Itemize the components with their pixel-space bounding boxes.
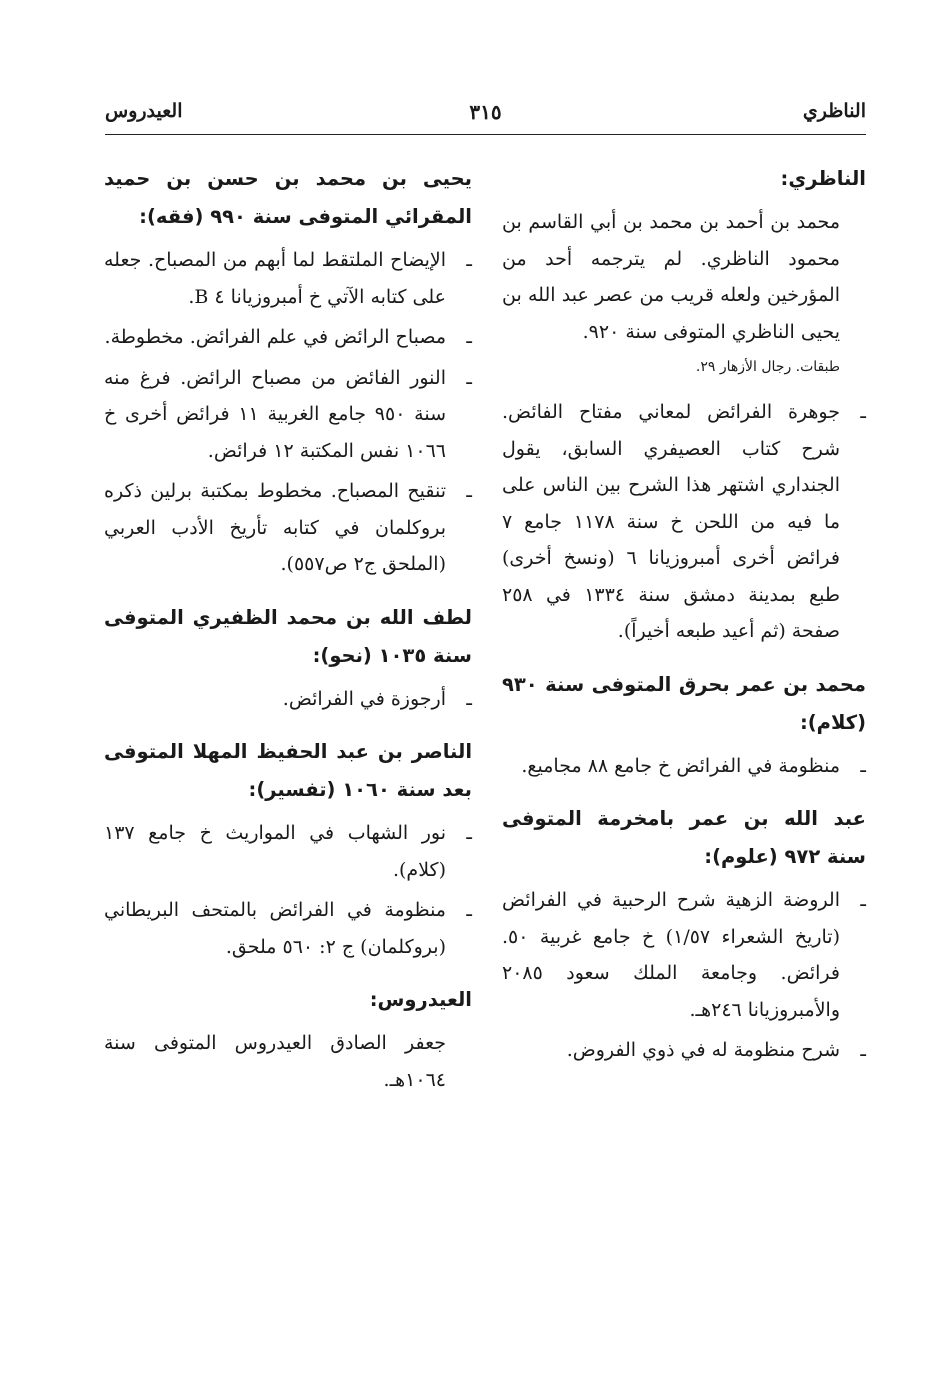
entry-paragraph: جعفر الصادق العيدروس المتوفى سنة ١٠٦٤هـ. <box>104 1032 446 1091</box>
bullet-dash: ـ <box>466 899 472 921</box>
bullet-dash: ـ <box>466 366 472 389</box>
list-item <box>104 360 472 470</box>
list-item <box>502 882 866 1028</box>
bullet-dash: ـ <box>466 326 472 348</box>
entry-title: العيدروس: <box>369 988 472 1011</box>
header-left-title: العيدروس <box>105 100 183 122</box>
entry-title: عبد الله بن عمر بامخرمة المتوفى سنة ٩٧٢ (علوم): <box>502 807 866 868</box>
list-item <box>502 394 866 650</box>
list-item-text: نور الشهاب في المواريث خ جامع ١٣٧ (كلام). <box>104 822 446 881</box>
running-header <box>105 100 866 135</box>
bullet-dash: ـ <box>466 687 472 710</box>
bullet-dash: ـ <box>466 480 472 502</box>
list-item-text: شرح منظومة له في ذوي الفروض. <box>566 1039 840 1061</box>
left-column <box>104 160 472 1102</box>
list-item-text: جوهرة الفرائض لمعاني مفتاح الفائض. شرح كتاب العصيفري السابق، يقول الجنداري اشتهر هذا الشرح بين الناس على ما فيه من اللحن خ سنة ١١٧٨ جامع ٧ فرائض أخرى أمبروزيانا ٦ (ونسخ أخرى) طبع بمدينة دمشق سنة ١٣٣٤ في ٢٥٨ صفحة (ثم أعيد طبعه أخيراً). <box>502 401 840 642</box>
list-item-text: تنقيح المصباح. مخطوط بمكتبة برلين ذكره بروكلمان في كتابه تأريخ الأدب العربي (الملحق ج٢ ص٥٥٧). <box>104 480 446 575</box>
entry-source: طبقات. رجال الأزهار ٢٩. <box>695 359 840 375</box>
header-right-title: الناظري <box>802 100 866 122</box>
entry-bamakhrama <box>502 800 866 1069</box>
entry-aidarus <box>104 981 472 1098</box>
page-number: ٣١٥ <box>469 100 502 124</box>
entry-nasir <box>104 733 472 965</box>
list-item-text: الروضة الزهية شرح الرحبية في الفرائض (تاريخ الشعراء ١/٥٧) خ جامع غربية ٥٠. فرائض. وجامعة الملك سعود ٢٠٨٥ والأمبروزيانا ٢٤٦هـ. <box>502 889 840 1021</box>
entry-bahraq <box>502 666 866 785</box>
list-item <box>104 319 472 356</box>
bullet-dash: ـ <box>860 754 866 777</box>
list-item <box>104 242 472 315</box>
bullet-dash: ـ <box>466 249 472 271</box>
bullet-dash: ـ <box>466 822 472 844</box>
bullet-dash: ـ <box>860 401 866 423</box>
bullet-dash: ـ <box>860 889 866 911</box>
list-item <box>104 892 472 965</box>
entry-paragraph: محمد بن أحمد بن محمد بن أبي القاسم بن محمود الناظري. لم يترجمه أحد من المؤرخين ولعله قريب من عصر عبد الله بن يحيى الناظري المتوفى سنة ٩٢٠. <box>502 211 840 343</box>
list-item-text: منظومة في الفرائض خ جامع ٨٨ مجاميع. <box>521 754 840 777</box>
list-item-text: منظومة في الفرائض بالمتحف البريطاني (بروكلمان) ج ٢: ٥٦٠ ملحق. <box>104 899 446 958</box>
list-item-text: مصباح الرائض في علم الفرائض. مخطوطة. <box>104 326 446 348</box>
list-item-text: النور الفائض من مصباح الرائض. فرغ منه سنة ٩٥٠ جامع الغربية ١١ فرائض أخرى خ ١٠٦٦ نفس المكتبة ١٢ فرائض. <box>104 366 447 462</box>
list-item-text: الإيضاح الملتقط لما أبهم من المصباح. جعله على كتابه الآتي خ أمبروزيانا ٤ B. <box>104 249 446 308</box>
bullet-dash: ـ <box>860 1039 866 1061</box>
list-item <box>502 748 866 785</box>
entry-yahya <box>104 160 472 583</box>
entry-title: يحيى بن محمد بن حسن بن حميد المقرائي المتوفى سنة ٩٩٠ (فقه): <box>104 167 472 228</box>
list-item <box>104 473 472 583</box>
entry-title: لطف الله بن محمد الظفيري المتوفى سنة ١٠٣٥ (نحو): <box>104 605 472 667</box>
entry-title: الناصر بن عبد الحفيظ المهلا المتوفى بعد سنة ١٠٦٠ (تفسير): <box>104 740 472 801</box>
entry-lutfallah <box>104 599 472 718</box>
entry-title: الناظري: <box>780 167 866 190</box>
list-item <box>104 681 472 718</box>
list-item <box>104 815 472 888</box>
entry-nazeri <box>502 160 866 650</box>
right-column <box>502 160 866 1073</box>
list-item <box>502 1032 866 1069</box>
entry-title: محمد بن عمر بحرق المتوفى سنة ٩٣٠ (كلام): <box>502 672 866 734</box>
list-item-text: أرجوزة في الفرائض. <box>282 687 446 710</box>
